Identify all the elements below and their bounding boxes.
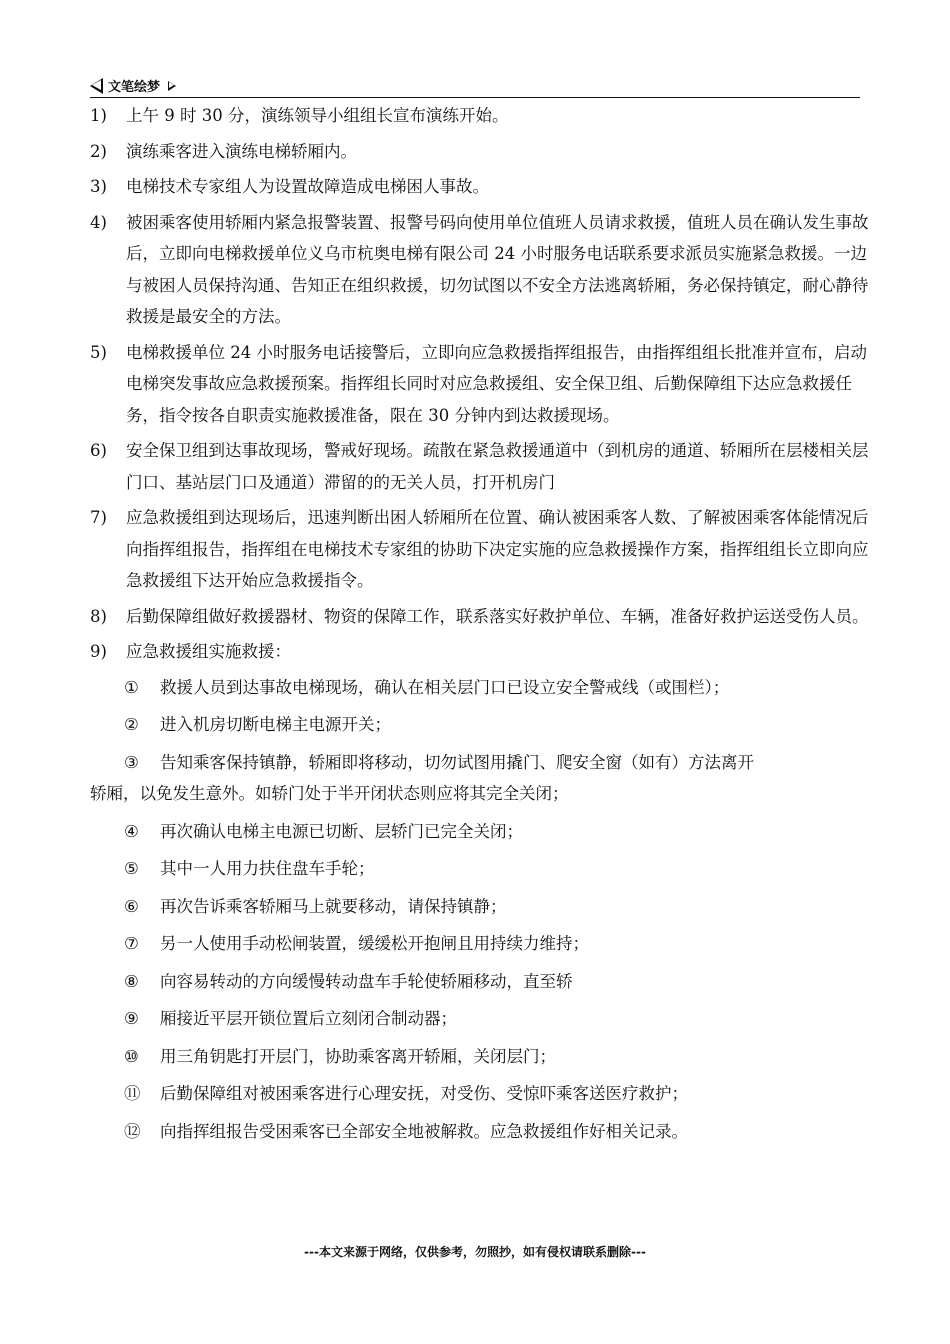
item-number: 3) bbox=[90, 177, 107, 196]
step-text: 其中一人用力扶住盘车手轮； bbox=[160, 859, 375, 878]
triangle-left-icon bbox=[90, 78, 103, 94]
list-item bbox=[90, 502, 870, 597]
list-item bbox=[90, 100, 870, 132]
step-marker: ③ bbox=[124, 752, 139, 772]
document-body bbox=[90, 100, 870, 1153]
list-item bbox=[90, 601, 870, 633]
item-text: 演练乘客进入演练电梯轿厢内。 bbox=[126, 141, 357, 161]
step-text: 告知乘客保持镇静，轿厢即将移动，切勿试图用撬门、爬安全窗（如有）方法离开 bbox=[160, 752, 754, 772]
step-marker: ⑪ bbox=[124, 1084, 141, 1103]
step-text: 另一人使用手动松闸装置，缓缓松开抱闸且用持续力维持； bbox=[160, 934, 589, 953]
item-number: 1) bbox=[90, 106, 107, 125]
list-item bbox=[90, 136, 870, 168]
step-item bbox=[90, 1078, 870, 1110]
step-marker: ⑩ bbox=[124, 1046, 139, 1066]
step-marker: ⑧ bbox=[124, 971, 139, 991]
step-text: 向指挥组报告受困乘客已全部安全地被解救。应急救援组作好相关记录。 bbox=[160, 1121, 688, 1141]
triangle-right-icon bbox=[168, 81, 176, 91]
item-number: 5) bbox=[90, 342, 107, 362]
item-number: 6) bbox=[90, 441, 107, 460]
step-item bbox=[90, 966, 870, 998]
step-marker: ⑨ bbox=[124, 1009, 139, 1028]
item-text: 电梯技术专家组人为设置故障造成电梯困人事故。 bbox=[126, 177, 489, 196]
item-number: 9) bbox=[90, 642, 107, 661]
item-text: 电梯救援单位 24 小时服务电话接警后，立即向应急救援指挥组报告，由指挥组组长批准并宣布，启动电梯突发事故应急救援预案。指挥组长同时对应急救援组、安全保卫组、后勤保障组下达应急救援任务，指令按各自职责实施救援准备，限在 30 分钟内到达救援现场。 bbox=[126, 342, 867, 425]
list-item bbox=[90, 636, 870, 668]
step-marker: ⑦ bbox=[124, 934, 139, 953]
step-item bbox=[90, 672, 870, 704]
item-text: 后勤保障组做好救援器材、物资的保障工作，联系落实好救护单位、车辆，准备好救护运送受伤人员。 bbox=[126, 606, 869, 626]
list-item bbox=[90, 171, 870, 203]
step-marker: ④ bbox=[124, 821, 139, 841]
page-footer: ---本文来源于网络，仅供参考，勿照抄，如有侵权请联系删除--- bbox=[304, 1245, 646, 1259]
item-text: 安全保卫组到达事故现场，警戒好现场。疏散在紧急救援通道中（到机房的通道、轿厢所在层楼相关层门口、基站层门口及通道）滞留的的无关人员，打开机房门 bbox=[126, 441, 869, 492]
item-number: 2) bbox=[90, 141, 107, 161]
step-item bbox=[90, 1003, 870, 1035]
step-item bbox=[90, 747, 870, 810]
step-item bbox=[90, 853, 870, 885]
list-item bbox=[90, 337, 870, 432]
list-item bbox=[90, 435, 870, 498]
step-text: 后勤保障组对被困乘客进行心理安抚，对受伤、受惊吓乘客送医疗救护； bbox=[160, 1084, 688, 1103]
header-logo-text: 文笔绘梦 bbox=[108, 80, 161, 95]
step-item bbox=[90, 816, 870, 848]
step-item bbox=[90, 928, 870, 960]
step-marker: ① bbox=[124, 677, 139, 697]
step-text: 进入机房切断电梯主电源开关； bbox=[160, 715, 391, 734]
step-marker: ② bbox=[124, 715, 139, 734]
step-text: 厢接近平层开锁位置后立刻闭合制动器； bbox=[160, 1009, 457, 1028]
page-header bbox=[90, 74, 860, 98]
step-text: 再次告诉乘客轿厢马上就要移动，请保持镇静； bbox=[160, 896, 507, 916]
step-marker: ⑥ bbox=[124, 896, 139, 916]
item-text: 上午 9 时 30 分，演练领导小组组长宣布演练开始。 bbox=[126, 106, 509, 125]
item-text: 被困乘客使用轿厢内紧急报警装置、报警号码向使用单位值班人员请求救援，值班人员在确认发生事故后，立即向电梯救援单位义乌市杭奥电梯有限公司 24 小时服务电话联系要求派员实施紧急救援。一边与被困人员保持沟通、告知正在组织救援，切勿试图以不安全方法逃离轿厢，务必保持镇定，耐心静待救援是最安全的方法。 bbox=[126, 212, 869, 326]
step-text: 救援人员到达事故电梯现场，确认在相关层门口已设立安全警戒线（或围栏）； bbox=[160, 677, 730, 697]
list-item bbox=[90, 207, 870, 333]
step-item bbox=[90, 1116, 870, 1148]
step-marker: ⑤ bbox=[124, 859, 139, 878]
header-logo bbox=[90, 76, 176, 95]
item-number: 8) bbox=[90, 606, 107, 626]
step-item bbox=[90, 1041, 870, 1073]
step-text: 用三角钥匙打开层门，协助乘客离开轿厢，关闭层门； bbox=[160, 1046, 556, 1066]
step-marker: ⑫ bbox=[124, 1121, 141, 1141]
item-number: 7) bbox=[90, 508, 107, 527]
step-text-continued: 轿厢，以免发生意外。如轿门处于半开闭状态则应将其完全关闭； bbox=[90, 784, 569, 803]
step-item bbox=[90, 891, 870, 923]
item-text: 应急救援组到达现场后，迅速判断出困人轿厢所在位置、确认被困乘客人数、了解被困乘客体能情况后向指挥组报告，指挥组在电梯技术专家组的协助下决定实施的应急救援操作方案，指挥组组长立即向应急救援组下达开始应急救援指令。 bbox=[126, 508, 869, 590]
step-text: 向容易转动的方向缓慢转动盘车手轮使轿厢移动，直至轿 bbox=[160, 971, 573, 991]
step-text: 再次确认电梯主电源已切断、层轿门已完全关闭； bbox=[160, 821, 523, 841]
item-text: 应急救援组实施救援： bbox=[126, 642, 291, 661]
item-number: 4) bbox=[90, 212, 107, 232]
step-item bbox=[90, 709, 870, 741]
